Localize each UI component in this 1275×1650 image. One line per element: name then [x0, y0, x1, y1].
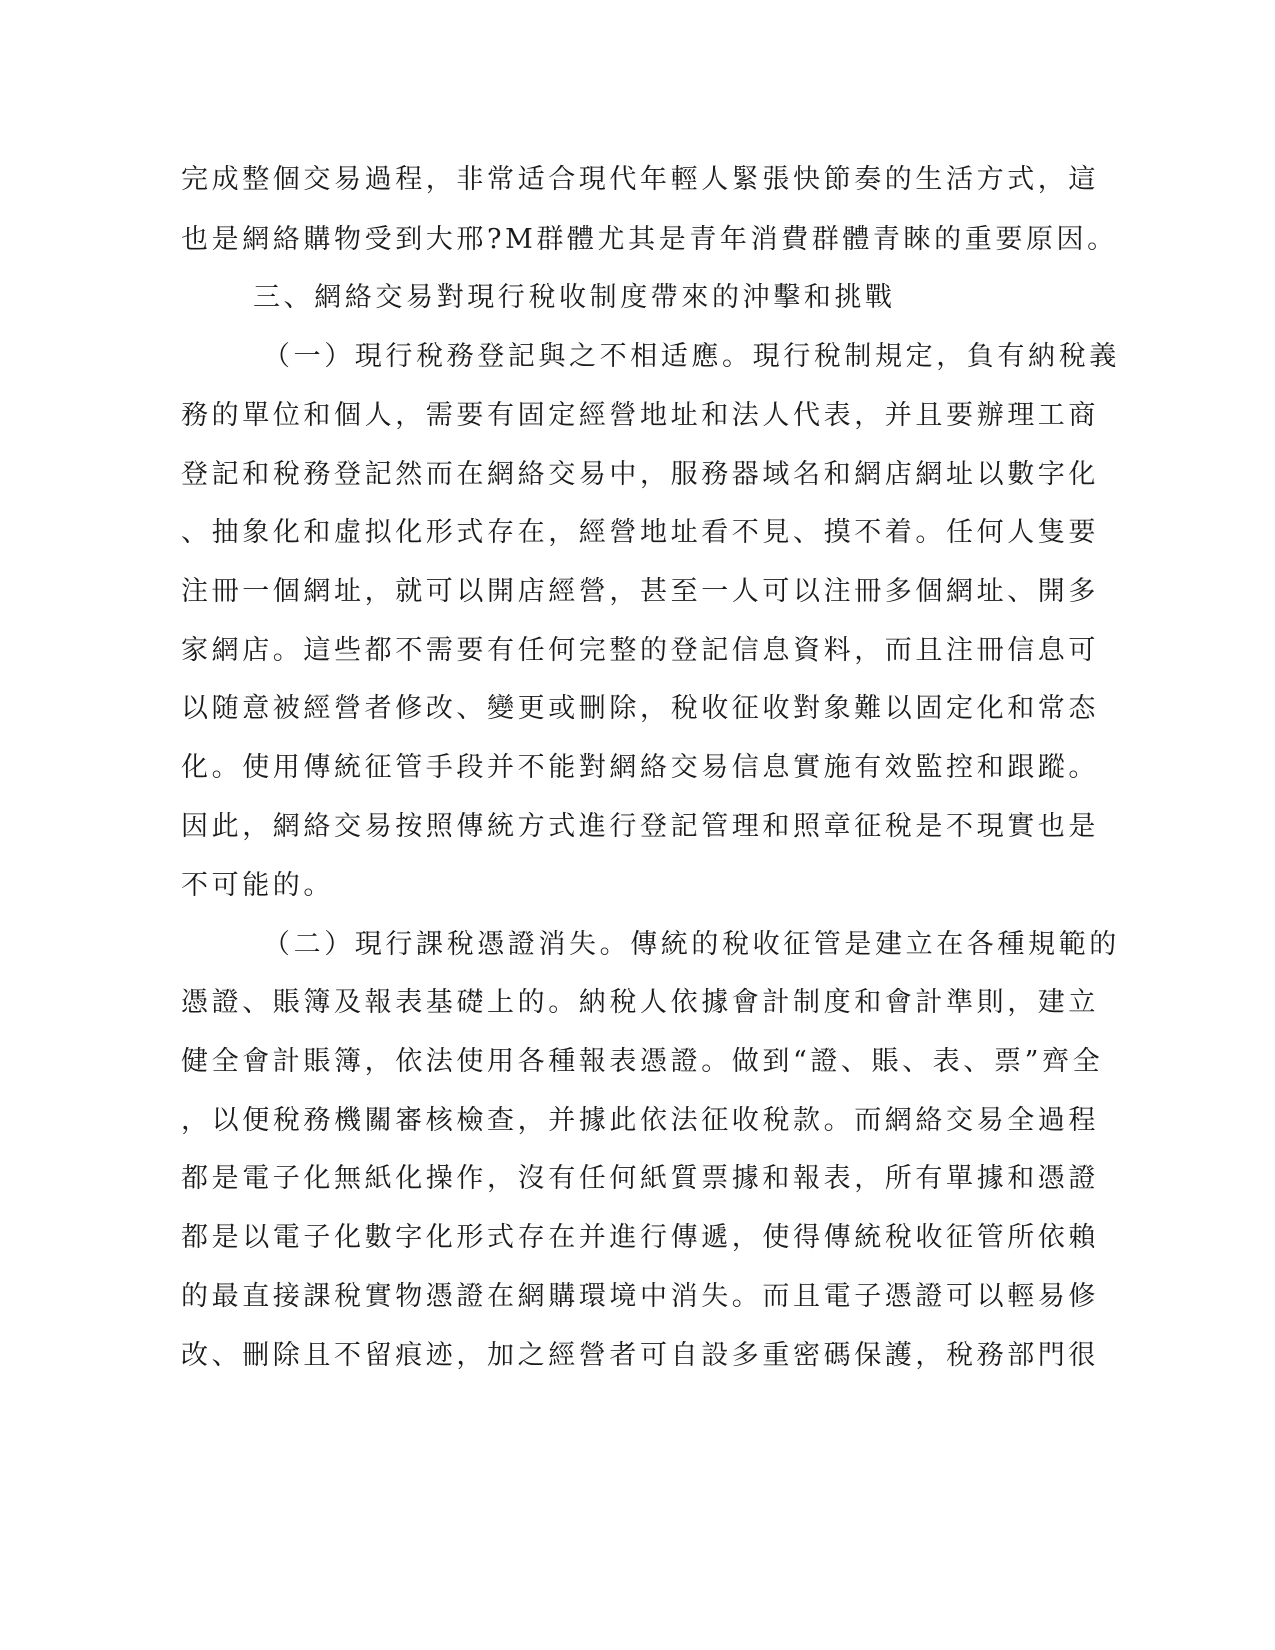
- text-line: 注冊一個網址，就可以開店經營，甚至一人可以注冊多個網址、開多: [181, 576, 1099, 607]
- text-line: 完成整個交易過程，非常适合現代年輕人緊張快節奏的生活方式，這: [181, 164, 1099, 195]
- section-heading: 三、網絡交易對現行稅收制度帶來的沖擊和挑戰: [253, 282, 896, 313]
- text-line: 的最直接課稅實物憑證在網購環境中消失。而且電子憑證可以輕易修: [181, 1281, 1099, 1312]
- text-line: 都是電子化無紙化操作，沒有任何紙質票據和報表，所有單據和憑證: [181, 1163, 1099, 1194]
- text-line: 不可能的。: [181, 870, 334, 901]
- text-line: 都是以電子化數字化形式存在并進行傳遞，使得傳統稅收征管所依賴: [181, 1222, 1099, 1253]
- text-line: 健全會計賬簿，依法使用各種報表憑證。做到“證、賬、表、票”齊全: [181, 1046, 1104, 1077]
- text-line: 因此，網絡交易按照傳統方式進行登記管理和照章征稅是不現實也是: [181, 811, 1099, 842]
- text-line: 以随意被經營者修改、變更或刪除，稅收征收對象難以固定化和常态: [181, 693, 1099, 724]
- text-line: 登記和稅務登記然而在網絡交易中，服務器域名和網店網址以數字化: [181, 459, 1099, 490]
- text-line: （一）現行稅務登記與之不相适應。現行稅制規定，負有納稅義: [263, 341, 1120, 372]
- text-line: 、抽象化和虛拟化形式存在，經營地址看不見、摸不着。任何人隻要: [181, 517, 1099, 548]
- text-line: 憑證、賬簿及報表基礎上的。納稅人依據會計制度和會計準則，建立: [181, 987, 1099, 1018]
- text-line: （二）現行課稅憑證消失。傳統的稅收征管是建立在各種規範的: [263, 929, 1120, 960]
- text-line: 化。使用傳統征管手段并不能對網絡交易信息實施有效監控和跟蹤。: [181, 752, 1099, 783]
- text-line: 家網店。這些都不需要有任何完整的登記信息資料，而且注冊信息可: [181, 635, 1099, 666]
- text-line: 改、刪除且不留痕迹，加之經營者可自設多重密碼保護，稅務部門很: [181, 1340, 1099, 1371]
- text-line: ，以便稅務機關審核檢查，并據此依法征收稅款。而網絡交易全過程: [181, 1105, 1099, 1136]
- text-line: 也是網絡購物受到大邢?M群體尤其是青年消費群體青睞的重要原因。: [181, 224, 1118, 255]
- text-line: 務的單位和個人，需要有固定經營地址和法人代表，并且要辦理工商: [181, 400, 1099, 431]
